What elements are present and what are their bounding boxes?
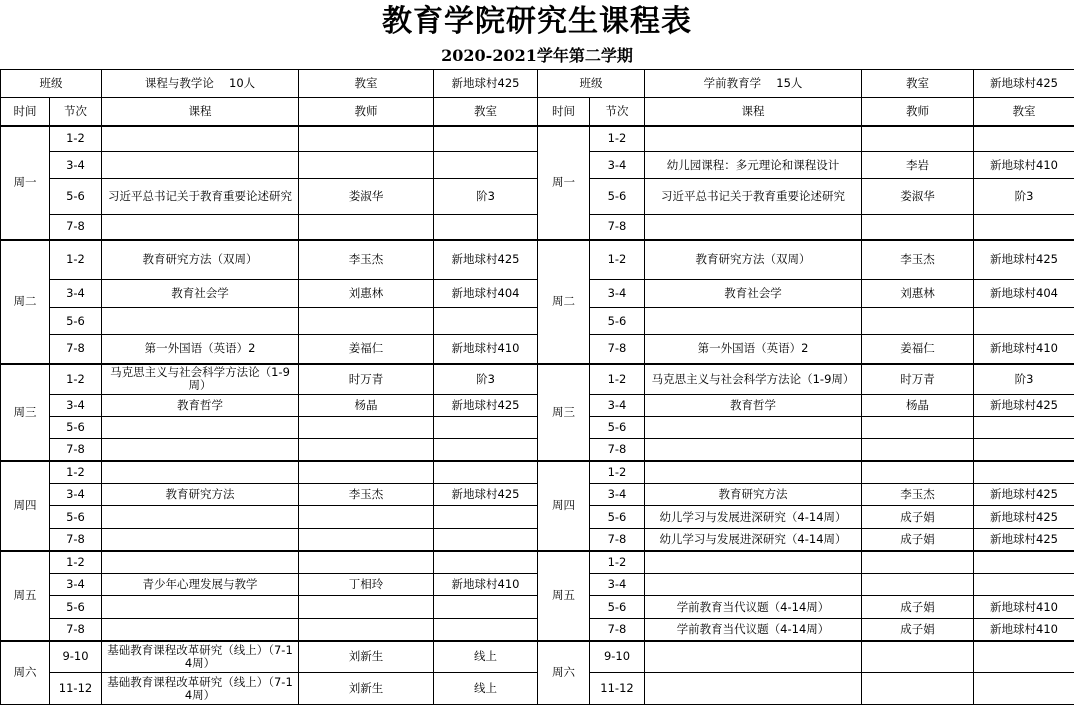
schedule-row [1,461,1074,484]
period-cell-right: 3-4 [590,280,645,308]
period-cell-left: 5-6 [50,417,102,439]
day-label-right: 周五 [538,551,590,641]
schedule-row [1,240,1074,280]
room-label-left: 教室 [299,70,434,98]
day-label-right: 周三 [538,364,590,461]
room-cell-left: 新地球村425 [434,240,538,280]
period-cell-right: 9-10 [590,641,645,673]
teacher-cell-right: 杨晶 [862,395,974,417]
room-label-right: 教室 [862,70,974,98]
teacher-cell-left [299,619,434,641]
period-cell-right: 1-2 [590,240,645,280]
room-cell-left: 新地球村425 [434,484,538,506]
room-cell-left: 新地球村410 [434,574,538,596]
course-cell-left: 习近平总书记关于教育重要论述研究 [102,179,299,215]
teacher-cell-right [862,673,974,705]
course-cell-left [102,619,299,641]
period-cell-left: 3-4 [50,152,102,179]
schedule-row [1,179,1074,215]
day-label-left: 周六 [1,641,50,705]
period-cell-left: 7-8 [50,529,102,551]
teacher-cell-left: 李玉杰 [299,240,434,280]
teacher-cell-right [862,574,974,596]
period-cell-left: 1-2 [50,551,102,574]
period-cell-right: 5-6 [590,506,645,529]
period-cell-left: 3-4 [50,280,102,308]
teacher-cell-right: 成子娟 [862,596,974,619]
period-cell-right: 1-2 [590,461,645,484]
schedule-row [1,484,1074,506]
course-cell-right [645,551,862,574]
teacher-cell-right [862,126,974,152]
teacher-cell-left [299,529,434,551]
course-cell-left: 基础教育课程改革研究（线上）（7-14周） [102,673,299,705]
course-cell-left: 第一外国语（英语）2 [102,335,299,364]
period-cell-right: 7-8 [590,335,645,364]
class-label-left: 班级 [1,70,102,98]
teacher-cell-left [299,308,434,335]
room-cell-right [974,126,1074,152]
day-label-left: 周一 [1,126,50,240]
schedule-table [0,69,1074,705]
schedule-row [1,280,1074,308]
course-cell-right: 幼儿学习与发展进深研究（4-14周） [645,506,862,529]
period-cell-right: 3-4 [590,484,645,506]
room-cell-right: 新地球村410 [974,619,1074,641]
teacher-cell-left [299,506,434,529]
room-cell-right: 阶3 [974,179,1074,215]
course-cell-right: 幼儿学习与发展进深研究（4-14周） [645,529,862,551]
course-cell-left [102,215,299,240]
schedule-row [1,506,1074,529]
period-cell-right: 5-6 [590,179,645,215]
class-name-right: 学前教育学 15人 [645,70,862,98]
teacher-cell-left: 刘惠林 [299,280,434,308]
schedule-row [1,215,1074,240]
time-header-right: 时间 [538,98,590,126]
day-label-right: 周四 [538,461,590,551]
room-cell-left: 阶3 [434,364,538,395]
room-cell-left [434,215,538,240]
period-cell-left: 5-6 [50,506,102,529]
period-cell-left: 3-4 [50,484,102,506]
room-cell-left: 新地球村410 [434,335,538,364]
room-cell-left [434,619,538,641]
course-cell-right [645,215,862,240]
room-cell-left [434,461,538,484]
teacher-cell-left: 刘新生 [299,673,434,705]
day-label-right: 周二 [538,240,590,364]
teacher-cell-right: 刘惠林 [862,280,974,308]
course-cell-right [645,673,862,705]
room-header-left: 教室 [434,98,538,126]
period-cell-right: 7-8 [590,439,645,461]
teacher-cell-right [862,439,974,461]
schedule-row [1,596,1074,619]
teacher-cell-left [299,439,434,461]
teacher-cell-right: 成子娟 [862,529,974,551]
room-cell-left: 新地球村425 [434,395,538,417]
teacher-cell-right [862,215,974,240]
period-cell-right: 5-6 [590,308,645,335]
course-cell-right: 教育研究方法（双周） [645,240,862,280]
page-title: 教育学院研究生课程表 [382,4,692,39]
course-cell-left [102,126,299,152]
room-header-right: 教室 [974,98,1074,126]
period-cell-left: 7-8 [50,335,102,364]
course-cell-right: 马克思主义与社会科学方法论（1-9周） [645,364,862,395]
course-cell-left [102,308,299,335]
course-cell-right: 习近平总书记关于教育重要论述研究 [645,179,862,215]
course-cell-right: 教育社会学 [645,280,862,308]
teacher-cell-right [862,308,974,335]
course-header-left: 课程 [102,98,299,126]
course-cell-left: 教育研究方法（双周） [102,240,299,280]
day-label-right: 周一 [538,126,590,240]
schedule-row [1,439,1074,461]
period-cell-right: 1-2 [590,551,645,574]
teacher-cell-left: 姜福仁 [299,335,434,364]
semester-subtitle: 2020-2021学年第二学期 [441,46,633,65]
period-cell-right: 3-4 [590,574,645,596]
teacher-header-right: 教师 [862,98,974,126]
room-cell-right: 新地球村410 [974,152,1074,179]
course-cell-right [645,574,862,596]
course-cell-right: 教育哲学 [645,395,862,417]
day-label-right: 周六 [538,641,590,705]
room-cell-right [974,574,1074,596]
teacher-cell-right [862,417,974,439]
course-cell-left [102,439,299,461]
room-cell-left: 阶3 [434,179,538,215]
period-cell-left: 1-2 [50,461,102,484]
schedule-row [1,335,1074,364]
period-cell-right: 11-12 [590,673,645,705]
room-cell-left: 线上 [434,641,538,673]
schedule-row [1,673,1074,705]
period-cell-right: 7-8 [590,619,645,641]
schedule-row [1,619,1074,641]
course-cell-left: 教育社会学 [102,280,299,308]
period-cell-left: 7-8 [50,439,102,461]
day-label-left: 周三 [1,364,50,461]
room-cell-right: 新地球村425 [974,395,1074,417]
room-cell-right [974,308,1074,335]
period-cell-left: 5-6 [50,596,102,619]
room-cell-left [434,506,538,529]
schedule-row [1,364,1074,395]
room-cell-right: 新地球村410 [974,335,1074,364]
class-label-right: 班级 [538,70,645,98]
course-cell-left: 青少年心理发展与教学 [102,574,299,596]
teacher-header-left: 教师 [299,98,434,126]
teacher-cell-left: 时万青 [299,364,434,395]
schedule-row [1,126,1074,152]
teacher-cell-right: 姜福仁 [862,335,974,364]
period-cell-right: 1-2 [590,126,645,152]
day-label-left: 周二 [1,240,50,364]
teacher-cell-right: 李玉杰 [862,240,974,280]
course-cell-left: 基础教育课程改革研究（线上）（7-14周） [102,641,299,673]
day-label-left: 周四 [1,461,50,551]
room-cell-left [434,126,538,152]
period-cell-right: 7-8 [590,215,645,240]
course-cell-right: 学前教育当代议题（4-14周） [645,596,862,619]
room-cell-right: 新地球村425 [974,529,1074,551]
course-cell-right: 幼儿园课程：多元理论和课程设计 [645,152,862,179]
room-cell-left [434,152,538,179]
period-header-left: 节次 [50,98,102,126]
teacher-cell-left [299,596,434,619]
schedule-row [1,152,1074,179]
period-cell-right: 5-6 [590,417,645,439]
class-name-left: 课程与教学论 10人 [102,70,299,98]
teacher-cell-left: 刘新生 [299,641,434,673]
period-header-right: 节次 [590,98,645,126]
course-cell-right [645,126,862,152]
teacher-cell-left: 丁相玲 [299,574,434,596]
room-cell-left: 线上 [434,673,538,705]
course-cell-left [102,596,299,619]
teacher-cell-left [299,461,434,484]
schedule-row [1,529,1074,551]
room-cell-right [974,641,1074,673]
schedule-row [1,574,1074,596]
room-cell-left [434,417,538,439]
room-cell-right: 阶3 [974,364,1074,395]
room-cell-right [974,417,1074,439]
teacher-cell-right: 成子娟 [862,506,974,529]
course-cell-left: 教育研究方法 [102,484,299,506]
period-cell-left: 1-2 [50,240,102,280]
teacher-cell-right: 成子娟 [862,619,974,641]
course-cell-right [645,417,862,439]
course-cell-right [645,461,862,484]
room-cell-right: 新地球村425 [974,484,1074,506]
period-cell-left: 7-8 [50,619,102,641]
room-cell-right: 新地球村404 [974,280,1074,308]
schedule-row [1,641,1074,673]
teacher-cell-left [299,417,434,439]
room-cell-right [974,439,1074,461]
class-room-left: 新地球村425 [434,70,538,98]
period-cell-right: 5-6 [590,596,645,619]
course-cell-right [645,641,862,673]
room-cell-right [974,461,1074,484]
teacher-cell-left [299,126,434,152]
room-cell-right: 新地球村425 [974,240,1074,280]
class-info-row [1,70,1074,98]
period-cell-left: 3-4 [50,395,102,417]
course-cell-left: 教育哲学 [102,395,299,417]
course-header-right: 课程 [645,98,862,126]
schedule-row [1,551,1074,574]
teacher-cell-right [862,551,974,574]
room-cell-right: 新地球村425 [974,506,1074,529]
teacher-cell-left [299,152,434,179]
course-cell-left [102,506,299,529]
teacher-cell-left [299,215,434,240]
teacher-cell-right: 李玉杰 [862,484,974,506]
room-cell-left [434,551,538,574]
period-cell-left: 11-12 [50,673,102,705]
course-cell-right: 第一外国语（英语）2 [645,335,862,364]
teacher-cell-right: 时万青 [862,364,974,395]
period-cell-left: 5-6 [50,308,102,335]
teacher-cell-left: 娄淑华 [299,179,434,215]
schedule-row [1,417,1074,439]
course-cell-left [102,551,299,574]
period-cell-left: 1-2 [50,126,102,152]
course-cell-left: 马克思主义与社会科学方法论（1-9周） [102,364,299,395]
period-cell-left: 9-10 [50,641,102,673]
room-cell-left: 新地球村404 [434,280,538,308]
column-header-row [1,98,1074,126]
time-header-left: 时间 [1,98,50,126]
room-cell-right [974,215,1074,240]
course-cell-left [102,529,299,551]
period-cell-right: 7-8 [590,529,645,551]
period-cell-left: 5-6 [50,179,102,215]
course-cell-left [102,152,299,179]
room-cell-right [974,551,1074,574]
room-cell-left [434,596,538,619]
schedule-row [1,308,1074,335]
course-cell-right: 教育研究方法 [645,484,862,506]
course-cell-left [102,417,299,439]
teacher-cell-left [299,551,434,574]
room-cell-left [434,308,538,335]
period-cell-left: 1-2 [50,364,102,395]
room-cell-right [974,673,1074,705]
course-cell-left [102,461,299,484]
schedule-row [1,395,1074,417]
course-cell-right: 学前教育当代议题（4-14周） [645,619,862,641]
room-cell-left [434,439,538,461]
teacher-cell-right: 娄淑华 [862,179,974,215]
course-cell-right [645,308,862,335]
room-cell-left [434,529,538,551]
teacher-cell-right [862,461,974,484]
period-cell-left: 7-8 [50,215,102,240]
teacher-cell-right [862,641,974,673]
teacher-cell-right: 李岩 [862,152,974,179]
period-cell-right: 3-4 [590,395,645,417]
course-cell-right [645,439,862,461]
room-cell-right: 新地球村410 [974,596,1074,619]
period-cell-left: 3-4 [50,574,102,596]
period-cell-right: 3-4 [590,152,645,179]
teacher-cell-left: 杨晶 [299,395,434,417]
day-label-left: 周五 [1,551,50,641]
teacher-cell-left: 李玉杰 [299,484,434,506]
class-room-right: 新地球村425 [974,70,1074,98]
period-cell-right: 1-2 [590,364,645,395]
